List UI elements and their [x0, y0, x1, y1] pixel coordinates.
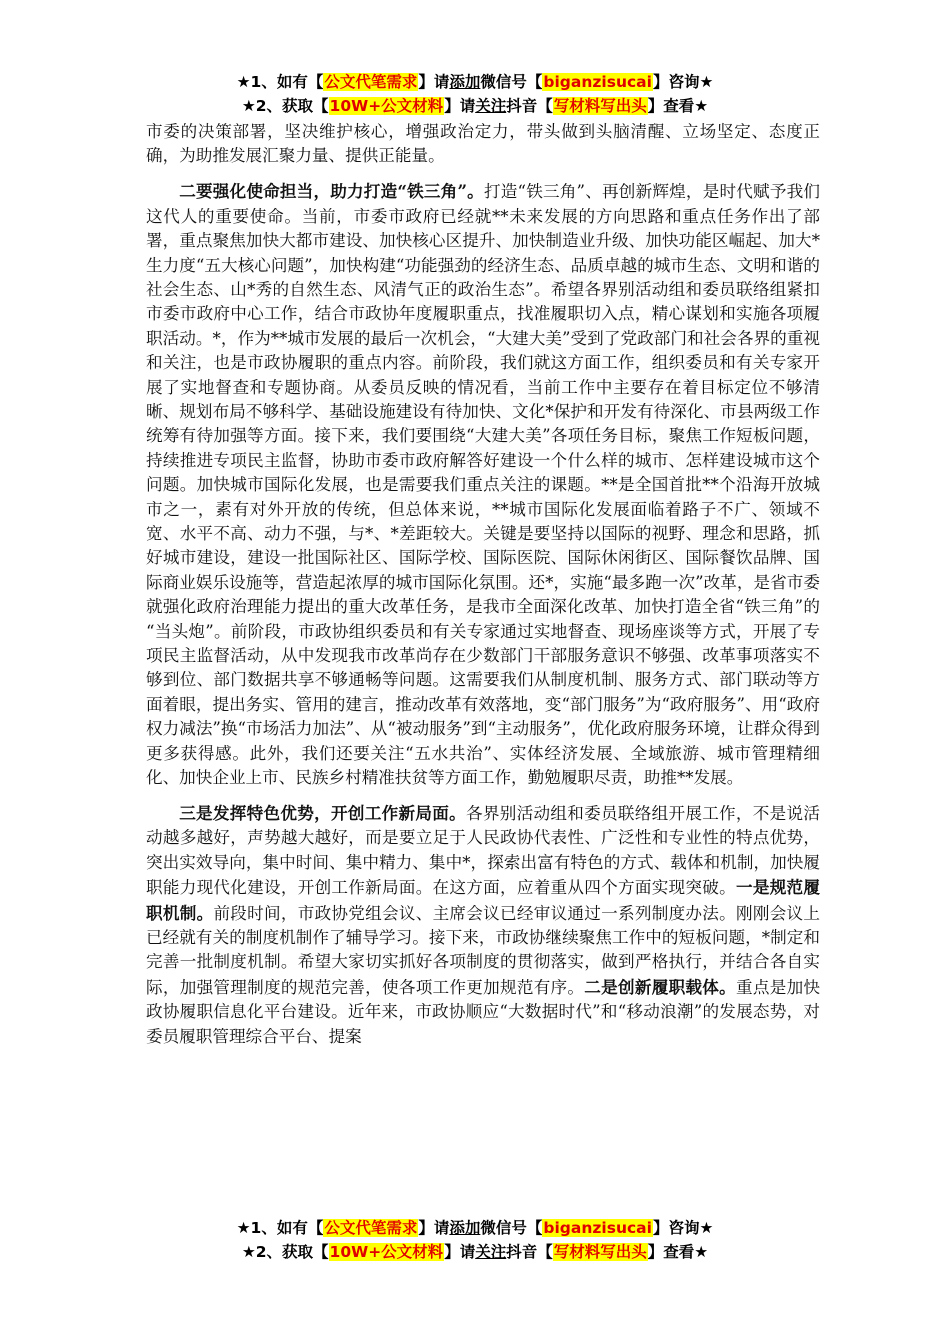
banner-text: 】请	[444, 1243, 476, 1261]
banner-text: ★1、如有【	[236, 73, 324, 91]
banner-text: 微信号【	[480, 1219, 543, 1237]
paragraph-advantages	[146, 801, 820, 1049]
banner-text: 】请	[444, 97, 476, 115]
footer-banner-line-1	[0, 1217, 950, 1239]
paragraph-text: 各界别活动组和委员联络组开展工作，不是说活动越多越好，声势越大越好，而是要立足于人民政协代表性、广泛性和专业性的特点优势，突出实效导向，集中时间、集中精力、集中*，探索出富有特色的方式、载体和机制，加快履职能力现代化建设，开创工作新局面。在这方面，应着重从四个方面实现突破。	[146, 803, 821, 898]
header-banner-line-1	[0, 71, 950, 93]
banner-text: 】咨询★	[652, 73, 714, 91]
highlight-wechat-id: biganzisucai	[543, 73, 652, 91]
paragraph-heading: 二要强化使命担当，助力打造“铁三角”。	[179, 181, 484, 202]
underlined-text: 关注	[475, 1243, 507, 1261]
banner-text: 】请	[418, 73, 450, 91]
highlight-ghostwriting-service: 公文代笔需求	[324, 73, 418, 91]
paragraph-text: 前段时间，市政协党组会议、主席会议已经审议通过一系列制度办法。刚刚会议上已经就有关的制度机制作了辅导学习。接下来，市政协继续聚焦工作中的短板问题，*制定和完善一批制度机制。希望大家切实抓好各项制度的贯彻落实，做到严格执行，并结合各自实际，加强管理制度的规范完善，使各项工作更加规范有序。	[146, 903, 821, 997]
highlight-douyin-account: 写材料写出头	[553, 1243, 647, 1261]
footer-banner-line-2	[0, 1241, 950, 1263]
banner-text: ★2、获取【	[241, 1243, 329, 1261]
banner-text: 微信号【	[480, 73, 543, 91]
banner-text: 】查看★	[647, 97, 709, 115]
banner-text: 】咨询★	[652, 1219, 714, 1237]
banner-text: ★1、如有【	[236, 1219, 324, 1237]
document-body	[146, 120, 820, 1049]
banner-text: 抖音【	[506, 1243, 553, 1261]
sub-heading: 二是创新履职载体。	[584, 976, 736, 997]
banner-text: 抖音【	[506, 97, 553, 115]
underlined-text: 添加	[449, 1219, 481, 1237]
highlight-ghostwriting-service: 公文代笔需求	[324, 1219, 418, 1237]
paragraph-text: 重点是加快政协履职信息化平台建设。近年来，市政协顺应“大数据时代”和“移动浪潮”的发展态势，对委员履职管理综合平台、提案	[146, 977, 821, 1046]
highlight-materials: 10W+公文材料	[329, 97, 444, 115]
underlined-text: 添加	[449, 73, 481, 91]
paragraph-heading: 三是发挥特色优势，开创工作新局面。	[179, 802, 466, 823]
paragraph-continued: 市委的决策部署，坚决维护核心，增强政治定力，带头做到头脑清醒、立场坚定、态度正确，为助推发展汇聚力量、提供正能量。	[146, 122, 820, 166]
sub-heading: 一是规范履职机制。	[146, 877, 821, 923]
highlight-materials: 10W+公文材料	[329, 1243, 444, 1261]
banner-text: 】查看★	[647, 1243, 709, 1261]
paragraph-text: 打造“铁三角”、再创新辉煌，是时代赋予我们这代人的重要使命。当前，市委市政府已经就**未来发展的方向思路和重点任务作出了部署，重点聚焦加快大都市建设、加快核心区提升、加快制造业升级、加快功能区崛起、加大*生力度“五大核心问题”，加快构建“功能强劲的经济生态、品质卓越的城市生态、文明和谐的社会生态、山*秀的自然生态、风清气正的政治生态”。希望各界别活动组和委员联络组紧扣市委市政府中心工作，结合市政协年度履职重点，找准履职切入点，精心谋划和实施各项履职活动。*，作为**城市发展的最后一次机会，“大建大美”受到了党政部门和社会各界的重视和关注，也是市政协履职的重点内容。前阶段，我们就这方面工作，组织委员和有关专家开展了实地督查和专题协商。从委员反映的情况看，当前工作中主要存在着目标定位不够清晰、规划布局不够科学、基础设施建设有待加快、文化*保护和开发有待深化、市县两级工作统筹有待加强等方面。接下来，我们要围绕“大建大美”各项任务目标，聚焦工作短板问题，持续推进专项民主监督，协助市委市政府解答好建设一个什么样的城市、怎样建设城市这个问题。加快城市国际化发展，也是需要我们重点关注的课题。**是全国首批**个沿海开放城市之一，素有对外开放的传统，但总体来说，**城市国际化发展面临着路子不广、领域不宽、水平不高、动力不强，与*、*差距较大。关键是要坚持以国际的视野、理念和思路，抓好城市建设，建设一批国际社区、国际学校、国际医院、国际休闲街区、国际餐饮品牌、国际商业娱乐设施等，营造起浓厚的城市国际化氛围。还*，实施“最多跑一次”改革，是省市委就强化政府治理能力提出的重大改革任务，是我市全面深化改革、加快打造全省“铁三角”的 “当头炮”。前阶段，市政协组织委员和有关专家通过实地督查、现场座谈等方式，开展了专项民主监督活动，从中发现我市改革尚存在少数部门干部服务意识不够强、改革事项落实不够到位、部门数据共享不够通畅等问题。这需要我们从制度机制、服务方式、部门联动等方面着眼，提出务实、管用的建言，推动改革有效落地，变“部门服务”为“政府服务”、用“政府权力减法”换“市场活力加法”、从“被动服务”到“主动服务”，优化政府服务环境，让群众得到更多获得感。此外，我们还要关注“五水共治”、实体经济发展、全域旅游、城市管理精细化、加快企业上市、民族乡村精准扶贫等方面工作，勤勉履职尽责，助推**发展。	[146, 182, 820, 788]
underlined-text: 关注	[475, 97, 507, 115]
banner-text: 】请	[418, 1219, 450, 1237]
highlight-wechat-id: biganzisucai	[543, 1219, 652, 1237]
header-banner-line-2	[0, 95, 950, 117]
paragraph-mission	[146, 179, 820, 790]
highlight-douyin-account: 写材料写出头	[553, 97, 647, 115]
banner-text: ★2、获取【	[241, 97, 329, 115]
